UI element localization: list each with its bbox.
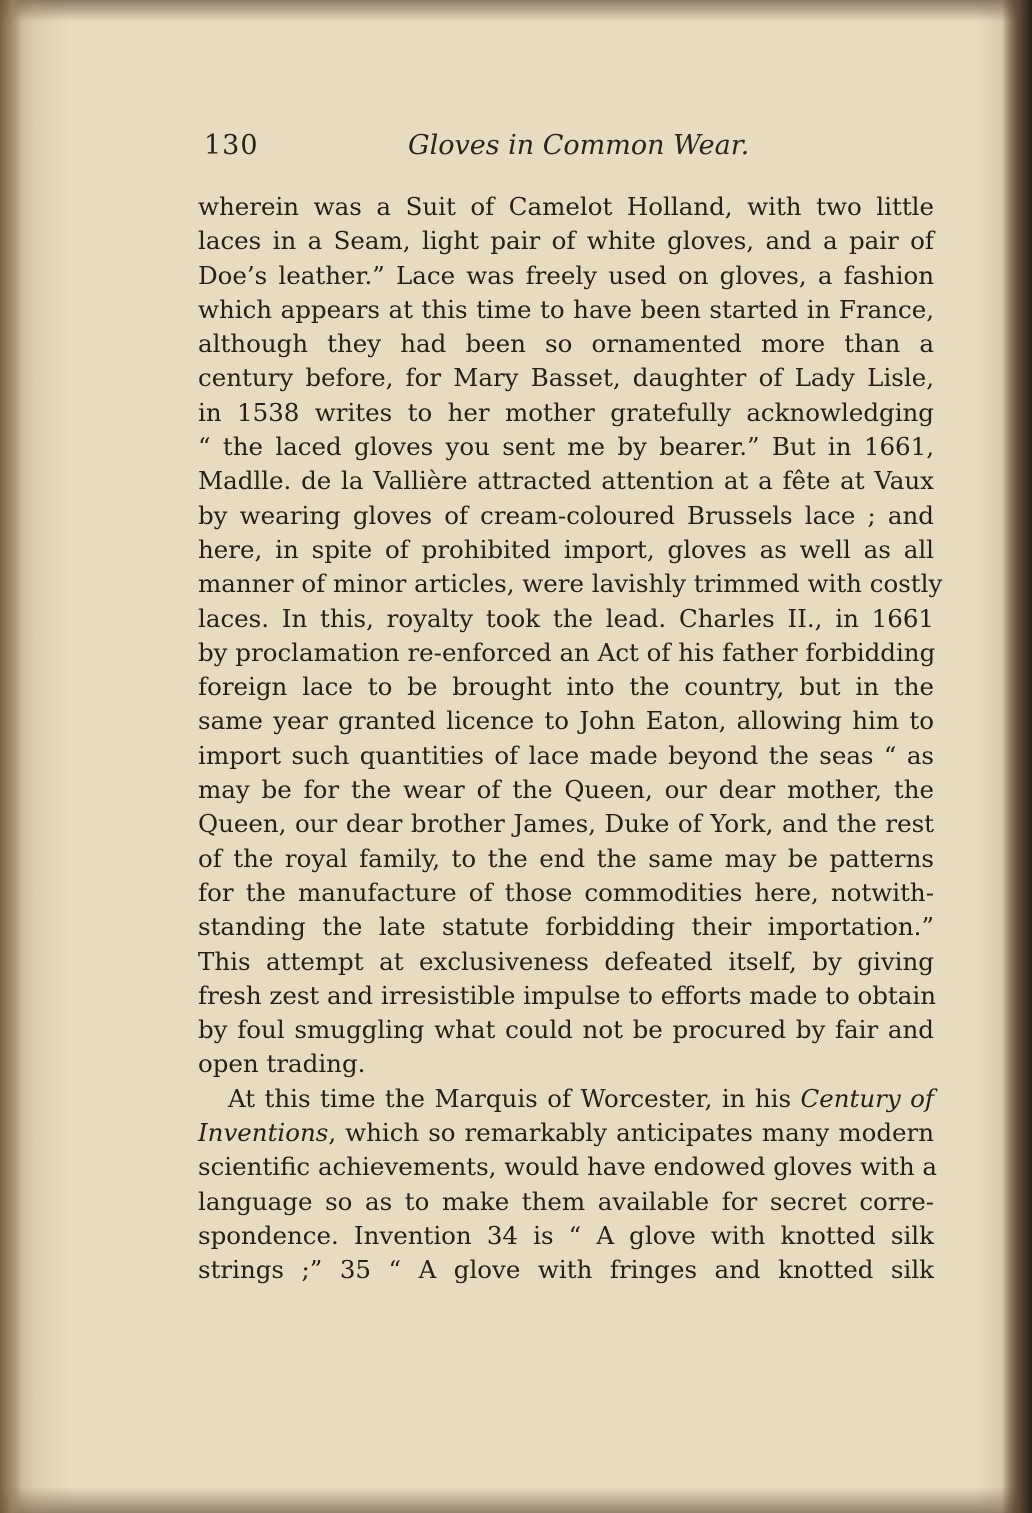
text-line xyxy=(198,1082,934,1116)
book-title-italic: Century of xyxy=(800,1083,934,1113)
text-line: for the manufacture of those commodities here, notwith- xyxy=(198,877,934,907)
text-segment: At this time the Marquis of Worcester, in his xyxy=(228,1083,801,1113)
text-line: “ the laced gloves you sent me by bearer.” But in 1661, xyxy=(198,432,934,462)
text-line: strings ;” 35 “ A glove with fringes and knotted silk xyxy=(198,1255,934,1285)
text-line: import such quantities of lace made beyond the seas “ as xyxy=(198,740,934,770)
page-binding-shadow xyxy=(0,0,22,1513)
text-line: laces. In this, royalty took the lead. Charles II., in 1661 xyxy=(198,603,934,633)
text-line: century before, for Mary Basset, daughter of Lady Lisle, xyxy=(198,363,934,393)
text-line: of the royal family, to the end the same may be patterns xyxy=(198,843,934,873)
text-line: same year granted licence to John Eaton, allowing him to xyxy=(198,706,934,736)
text-line: laces in a Seam, light pair of white gloves, and a pair of xyxy=(198,226,934,256)
text-line: in 1538 writes to her mother gratefully acknowledging xyxy=(198,397,934,427)
text-segment: , which so remarkably anticipates many modern xyxy=(328,1118,934,1148)
text-line: language so as to make them available for secret corre- xyxy=(198,1186,934,1216)
paragraph-2 xyxy=(198,1082,937,1288)
text-line: here, in spite of prohibited import, gloves as well as all xyxy=(198,534,934,564)
text-line: Doe’s leather.” Lace was freely used on gloves, a fashion xyxy=(198,260,934,290)
page-edge-shadow xyxy=(1002,0,1032,1513)
text-line: open trading. xyxy=(198,1049,366,1079)
text-line: fresh zest and irresistible impulse to efforts made to obtain xyxy=(198,980,936,1010)
text-line: spondence. Invention 34 is “ A glove with knotted silk xyxy=(198,1220,934,1250)
text-line: standing the late statute forbidding their importation.” xyxy=(198,912,934,942)
text-line: may be for the wear of the Queen, our dear mother, the xyxy=(198,775,934,805)
text-line: wherein was a Suit of Camelot Holland, with two little xyxy=(198,192,934,221)
text-line: by proclamation re-enforced an Act of his father forbidding xyxy=(198,637,936,667)
running-header xyxy=(204,130,934,170)
text-line: This attempt at exclusiveness defeated itself, by giving xyxy=(198,946,934,976)
text-line: Madlle. de la Vallière attracted attention at a fête at Vaux xyxy=(198,466,934,496)
text-line: Queen, our dear brother James, Duke of York, and the rest xyxy=(198,809,934,839)
paragraph-1 xyxy=(198,190,943,1082)
text-line: by foul smuggling what could not be procured by fair and xyxy=(198,1015,934,1045)
text-line: manner of minor articles, were lavishly trimmed with costly xyxy=(198,569,943,599)
page-number: 130 xyxy=(204,130,259,161)
text-line: although they had been so ornamented more than a xyxy=(198,329,934,359)
text-line xyxy=(198,1116,934,1150)
book-title-italic: Inventions xyxy=(198,1118,329,1148)
text-line: foreign lace to be brought into the country, but in the xyxy=(198,672,934,702)
text-line: by wearing gloves of cream-coloured Brussels lace ; and xyxy=(198,500,934,530)
body-text xyxy=(198,190,943,1288)
text-line: scientific achievements, would have endowed gloves with a xyxy=(198,1152,937,1182)
running-title: Gloves in Common Wear. xyxy=(408,130,750,161)
text-line: which appears at this time to have been started in France, xyxy=(198,294,934,324)
